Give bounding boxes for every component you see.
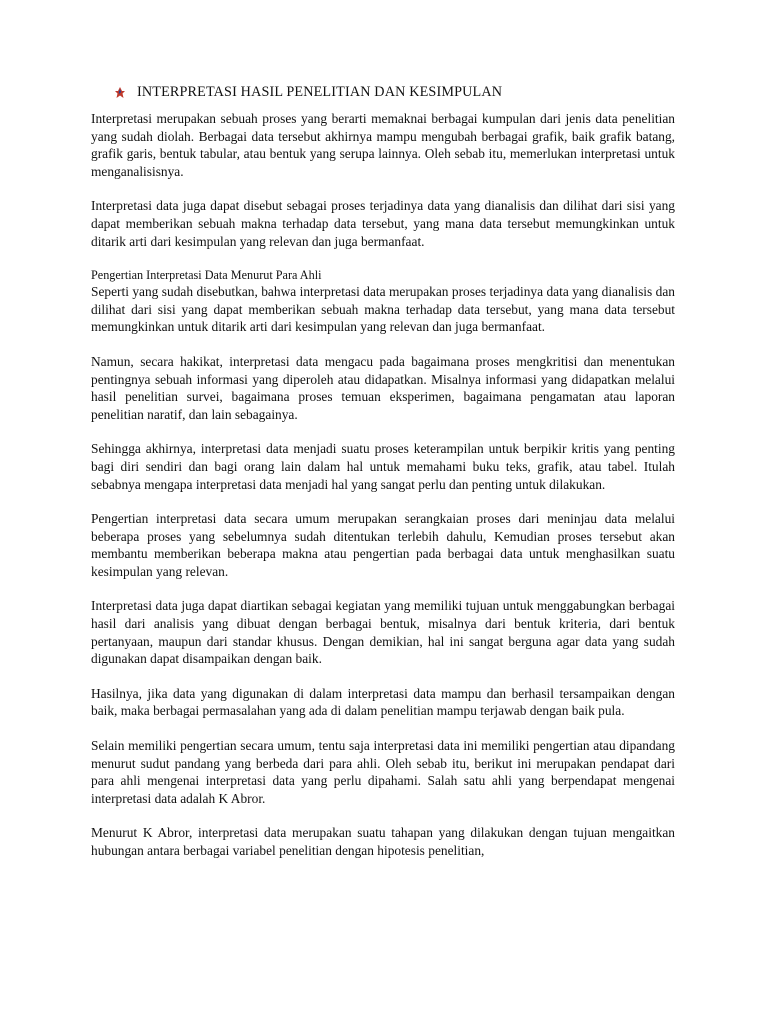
paragraph: Selain memiliki pengertian secara umum, tentu saja interpretasi data ini memiliki pengertian atau dipandang menurut sudut pandang yang berbeda dari para ahli. Oleh sebab itu, berikut ini merupakan pendapat dari para ahli mengenai interpretasi data yang perlu dipahami. Salah satu ahli yang berpendapat mengenai interpretasi data adalah K Abror. [91,738,675,806]
arrow-bullet-icon [113,86,127,100]
paragraph: Interpretasi merupakan sebuah proses yang berarti memaknai berbagai kumpulan dari jenis data penelitian yang sudah diolah. Berbagai data tersebut akhirnya mampu mengubah berbagai grafik, baik grafik batang, grafik garis, bentuk tabular, atau bentuk yang serupa lainnya. Oleh sebab itu, memerlukan interpretasi untuk menganalisisnya. [91,111,675,179]
paragraph: Sehingga akhirnya, interpretasi data menjadi suatu proses keterampilan untuk berpikir kritis yang penting bagi diri sendiri dan bagi orang lain dalam hal untuk memahami buku teks, grafik, atau tabel. Itulah sebabnya mengapa interpretasi data menjadi hal yang sangat perlu dan penting untuk dilakukan. [91,441,675,492]
paragraph: Interpretasi data juga dapat disebut sebagai proses terjadinya data yang dianalisis dan dilihat dari sisi yang dapat memberikan sebuah makna terhadap data tersebut, yang mana data tersebut memungkinkan untuk ditarik arti dari kesimpulan yang relevan dan juga bermanfaat. [91,198,675,249]
paragraph: Seperti yang sudah disebutkan, bahwa interpretasi data merupakan proses terjadinya data yang dianalisis dan dilihat dari sisi yang dapat memberikan sebuah makna terhadap data tersebut, yang mana data tersebut memungkinkan untuk ditarik arti dari kesimpulan yang relevan dan juga bermanfaat. [91,284,675,335]
paragraph: Menurut K Abror, interpretasi data merupakan suatu tahapan yang dilakukan dengan tujuan mengaitkan hubungan antara berbagai variabel penelitian dengan hipotesis penelitian, [91,825,675,858]
paragraph: Interpretasi data juga dapat diartikan sebagai kegiatan yang memiliki tujuan untuk menggabungkan berbagai hasil dari analisis yang dibuat dengan berbagai bentuk, misalnya dari bentuk kriteria, dari bentuk pertanyaan, maupun dari standar khusus. Dengan demikian, hal ini sangat berguna agar data yang sudah digunakan dapat disampaikan dengan baik. [91,598,675,667]
section-heading: INTERPRETASI HASIL PENELITIAN DAN KESIMPULAN [137,84,503,100]
paragraph: Hasilnya, jika data yang digunakan di dalam interpretasi data mampu dan berhasil tersampaikan dengan baik, maka berbagai permasalahan yang ada di dalam penelitian mampu terjawab dengan baik pula. [91,685,675,719]
section-heading-row [113,84,675,101]
paragraph: Namun, secara hakikat, interpretasi data mengacu pada bagaimana proses mengkritisi dan menentukan pentingnya sebuah informasi yang diperoleh atau didapatkan. Misalnya informasi yang didapatkan melalui hasil penelitian survei, bagaimana proses temuan eksperimen, bagaimana pengamatan atau laporan penelitian naratif, dan lain sebagainya. [91,353,675,422]
paragraph: Pengertian interpretasi data secara umum merupakan serangkaian proses dari meninjau data melalui beberapa proses yang sebelumnya sudah ditentukan terlebih dahulu, Kemudian proses tersebut akan membantu memberikan beberapa makna atau pengertian pada berbagai data untuk menghasilkan suatu kesimpulan yang relevan. [91,511,675,579]
subheading: Pengertian Interpretasi Data Menurut Para Ahli [91,268,322,283]
